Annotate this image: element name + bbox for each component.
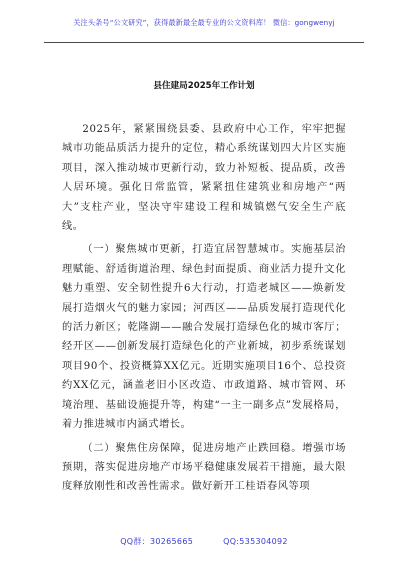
footer-qq: QQ:535304092 <box>223 537 288 546</box>
header-divider <box>44 42 364 43</box>
paragraph-section-1: （一）聚焦城市更新，打造宜居智慧城市。实施基层治理赋能、舒适街道治理、绿色封面提质、商业活力提升文化魅力重塑、安全韧性提升6大行动，打造老城区——焕新发展打造烟火气的魅力家园；河西区——品质发展打造现代化的活力新区；乾隆湖——融合发展打造绿色化的城市客厅；经开区——创新发展打造绿色化的产业新城，初步系统谋划项目90个、投资概算XX亿元。近期实施项目16个、总投资约XX亿元，涵盖老旧小区改造、市政道路、城市管网、环境治理、基础设施提升等，构建“一主一副多点”发展格局，着力推进城市内涵式增长。 <box>62 244 346 431</box>
header-banner: 关注头条号“公文研究”，获得最新最全最专业的公文资料库！ 微信：gongwenyj <box>73 18 335 27</box>
paragraph-intro: 2025年，紧紧围绕县委、县政府中心工作，牢牢把握城市功能品质活力提升的定位，精心系统谋划四大片区实施项目，深入推动城市更新行动，致力补短板、提品质，改善人居环境。强化日常监管，紧紧扭住建筑业和房地产“两大”支柱产业，坚决守牢建设工程和城镇燃气安全生产底线。 <box>62 124 346 233</box>
footer-contact <box>0 536 408 547</box>
paragraph-section-2: （二）聚焦住房保障，促进房地产止跌回稳。增强市场预期，落实促进房地产市场平稳健康发展若干措施，最大限度释放刚性和改善性需求。做好新开工桂语春风等项 <box>62 442 346 493</box>
document-body <box>62 120 346 501</box>
document-title: 县住建局2025年工作计划 <box>153 81 255 91</box>
footer-qq-group: QQ群：30265665 <box>120 537 194 546</box>
